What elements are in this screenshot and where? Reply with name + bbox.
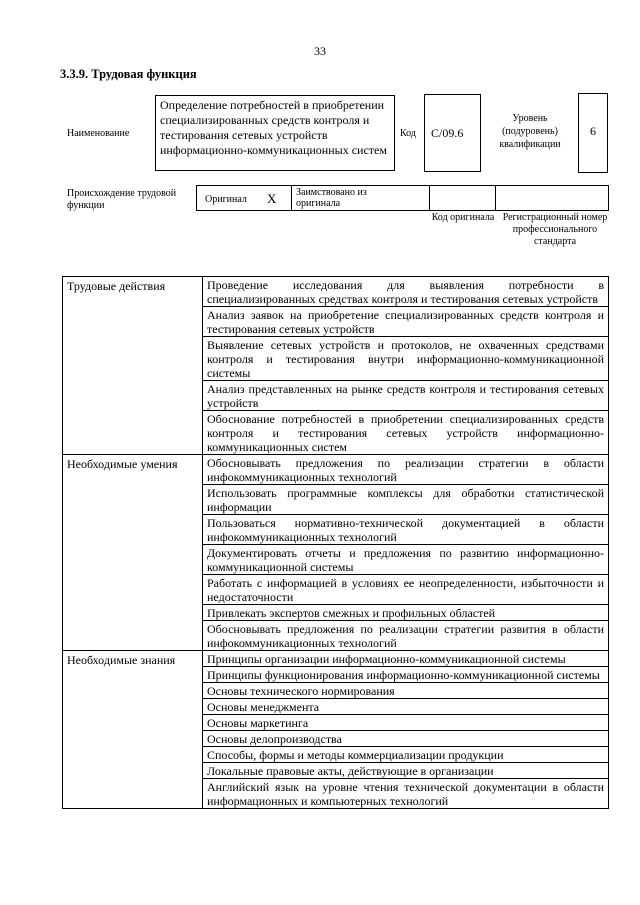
function-name-box: Определение потребностей в приобретении специализированных средств контроля и тестирования сетевых устройств информационно-коммуникационных систем	[155, 95, 395, 171]
table-row	[63, 651, 609, 667]
table-cell: Работать с информацией в условиях ее неопределенности, избыточности и недостаточности	[203, 575, 609, 605]
code-original-caption: Код оригинала	[431, 212, 495, 223]
table-cell: Английский язык на уровне чтения технической документации в области информационных и компьютерных технологий	[203, 779, 609, 809]
original-mark: X	[267, 191, 277, 206]
table-cell: Основы технического нормирования	[203, 683, 609, 699]
table-cell: Локальные правовые акты, действующие в организации	[203, 763, 609, 779]
table-cell: Принципы организации информационно-коммуникационной системы	[203, 651, 609, 667]
section-title: 3.3.9. Трудовая функция	[60, 67, 197, 81]
function-details-table	[62, 276, 609, 809]
table-cell: Привлекать экспертов смежных и профильных областей	[203, 605, 609, 621]
function-code-box: C/09.6	[424, 94, 481, 172]
table-cell: Анализ представленных на рынке средств контроля и тестирования сетевых устройств	[203, 381, 609, 411]
table-cell: Обосновывать предложения по реализации стратегии в области инфокоммуникационных технологий	[203, 455, 609, 485]
table-cell: Проведение исследования для выявления потребности в специализированных средствах контроля и тестирования сетевых устройств	[203, 277, 609, 307]
category-knowledge: Необходимые знания	[63, 651, 203, 809]
origin-borrowed-cell	[292, 186, 430, 210]
category-skills: Необходимые умения	[63, 455, 203, 651]
table-cell: Обосновывать предложения по реализации стратегии развития в области инфокоммуникационных технологий	[203, 621, 609, 651]
table-cell: Обоснование потребностей в приобретении специализированных средств контроля и тестирования сетевых устройств информационно-коммуникационных систем	[203, 411, 609, 455]
page-number: 33	[314, 44, 326, 58]
qualification-level-box: 6	[578, 93, 608, 173]
borrowed-label: Заимствовано из оригинала	[296, 187, 367, 209]
code-label: Код	[400, 128, 416, 139]
table-cell: Пользоваться нормативно-технической документацией в области инфокоммуникационных технологий	[203, 515, 609, 545]
qualification-level-label: Уровень (подуровень) квалификации	[499, 113, 561, 150]
origin-code-cell	[430, 186, 496, 210]
name-label: Наименование	[67, 128, 130, 139]
reg-number-caption: Регистрационный номер профессионального стандарта	[502, 212, 608, 247]
table-row	[63, 277, 609, 307]
table-cell: Выявление сетевых устройств и протоколов, не охваченных средствами контроля и тестирования внутри информационно-коммуникационной системы	[203, 337, 609, 381]
original-label: Оригинал	[205, 194, 247, 205]
origin-row	[196, 185, 609, 211]
table-cell: Использовать программные комплексы для обработки статистической информации	[203, 485, 609, 515]
table-cell: Анализ заявок на приобретение специализированных средств контроля и тестирования сетевых устройств	[203, 307, 609, 337]
table-cell: Основы менеджмента	[203, 699, 609, 715]
origin-label: Происхождение трудовой функции	[67, 188, 177, 211]
table-cell: Основы делопроизводства	[203, 731, 609, 747]
table-cell: Способы, формы и методы коммерциализации продукции	[203, 747, 609, 763]
table-cell: Основы маркетинга	[203, 715, 609, 731]
origin-original-cell	[197, 186, 292, 210]
origin-reg-number-cell	[496, 186, 608, 210]
table-cell: Принципы функционирования информационно-коммуникационной системы	[203, 667, 609, 683]
table-cell: Документировать отчеты и предложения по развитию информационно-коммуникационной системы	[203, 545, 609, 575]
category-actions: Трудовые действия	[63, 277, 203, 455]
table-row	[63, 455, 609, 485]
